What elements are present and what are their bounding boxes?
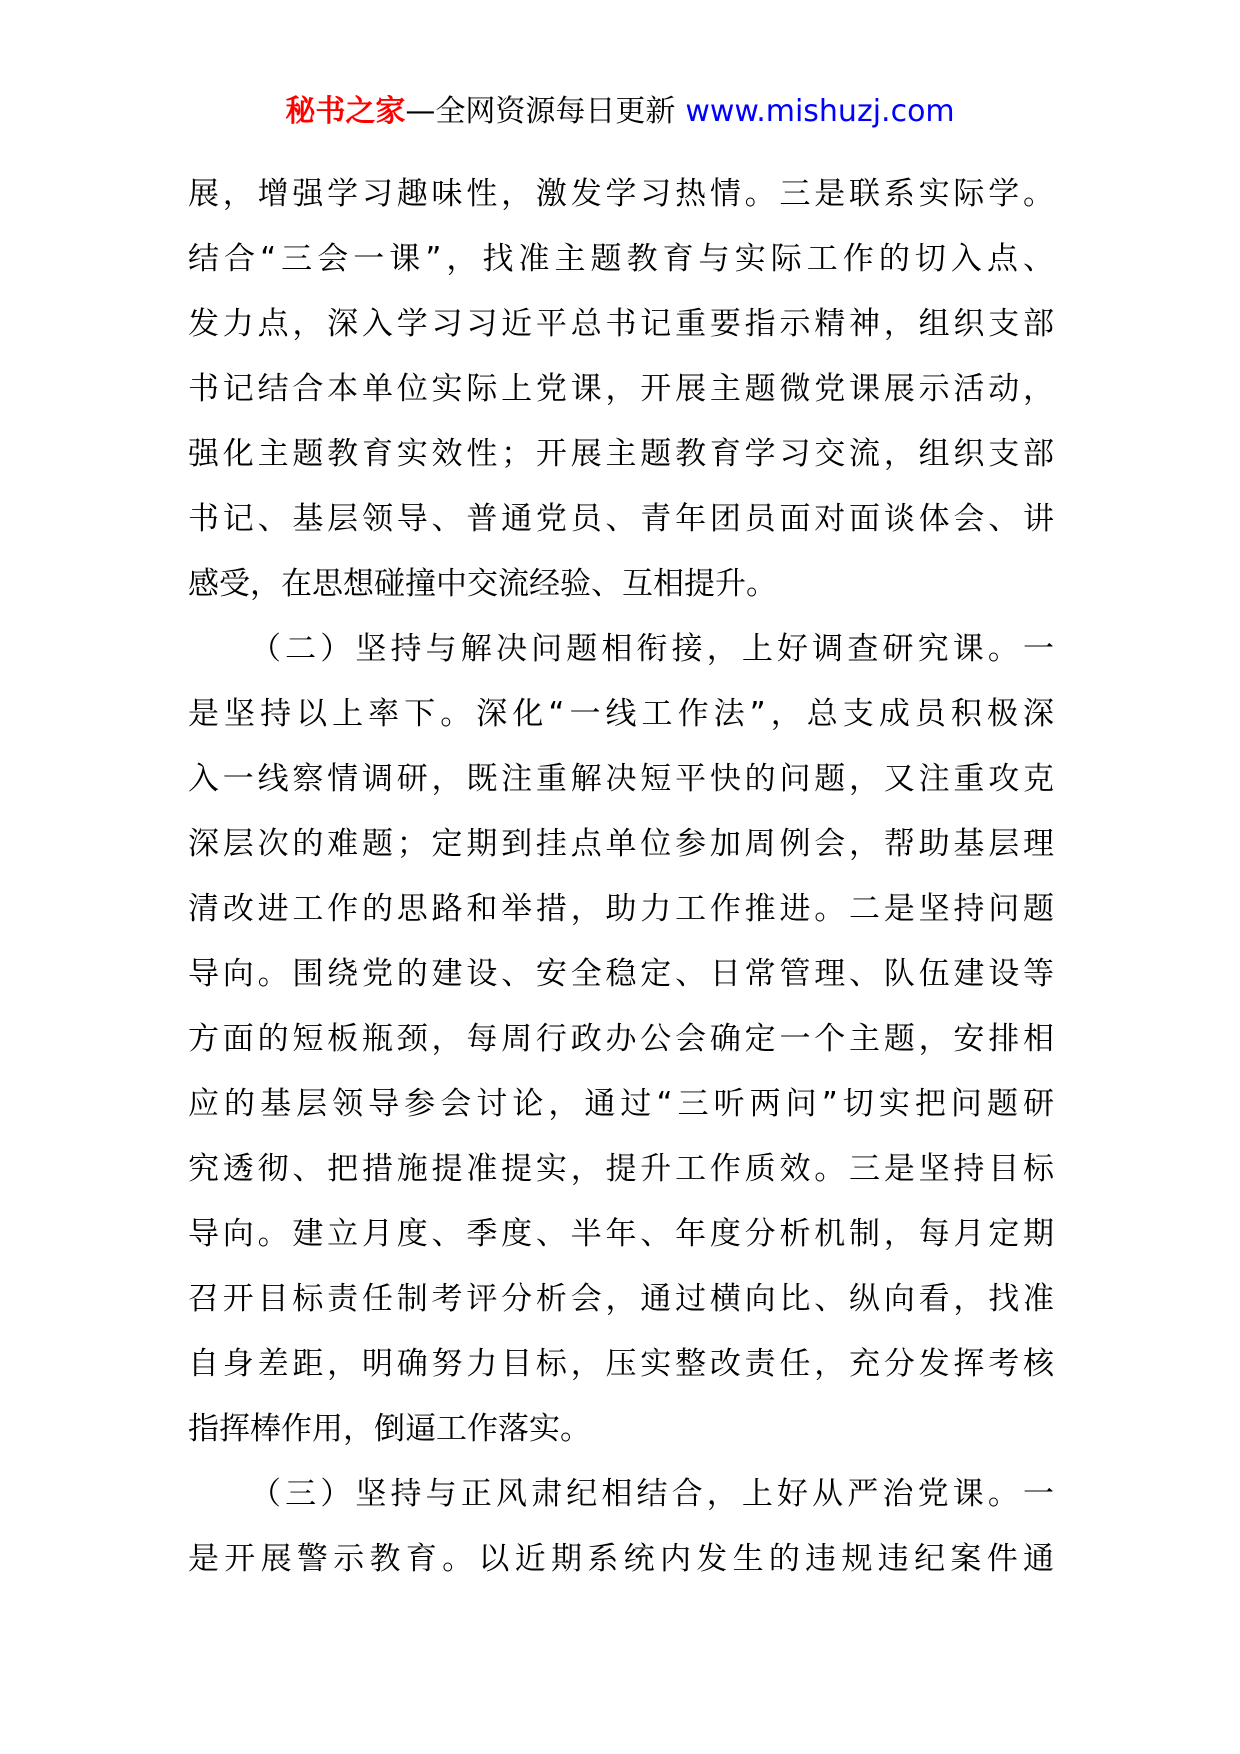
text-line: 究透彻、把措施提准提实，提升工作质效。三是坚持目标: [188, 1151, 1054, 1187]
text-line: 是开展警示教育。以近期系统内发生的违规违纪案件通: [188, 1541, 1054, 1577]
text-line: 结合“三会一课”，找准主题教育与实际工作的切入点、: [188, 241, 1054, 277]
text-line: 感受，在思想碰撞中交流经验、互相提升。: [188, 566, 777, 602]
section-heading-line: （二）坚持与解决问题相衔接，上好调查研究课。一: [250, 631, 1054, 667]
text-line: 导向。围绕党的建设、安全稳定、日常管理、队伍建设等: [188, 956, 1054, 992]
text-line: 发力点，深入学习习近平总书记重要指示精神，组织支部: [188, 306, 1054, 342]
text-line: 应的基层领导参会讨论，通过“三听两问”切实把问题研: [188, 1086, 1054, 1122]
text-line: 导向。建立月度、季度、半年、年度分析机制，每月定期: [188, 1216, 1054, 1252]
text-line: 展，增强学习趣味性，激发学习热情。三是联系实际学。: [188, 176, 1054, 212]
page-header: [0, 92, 1240, 132]
brand-name: 秘书之家: [285, 94, 406, 129]
section-heading-line: （三）坚持与正风肃纪相结合，上好从严治党课。一: [250, 1476, 1054, 1512]
text-line: 深层次的难题；定期到挂点单位参加周例会，帮助基层理: [188, 826, 1054, 862]
document-body: [188, 162, 1054, 1592]
text-line: 指挥棒作用，倒逼工作落实。: [188, 1411, 591, 1447]
text-line: 召开目标责任制考评分析会，通过横向比、纵向看，找准: [188, 1281, 1054, 1317]
text-line: 强化主题教育实效性；开展主题教育学习交流，组织支部: [188, 436, 1054, 472]
text-line: 入一线察情调研，既注重解决短平快的问题，又注重攻克: [188, 761, 1054, 797]
header-tagline: —全网资源每日更新: [405, 94, 676, 129]
text-line: 是坚持以上率下。深化“一线工作法”，总支成员积极深: [188, 696, 1054, 732]
text-line: 自身差距，明确努力目标，压实整改责任，充分发挥考核: [188, 1346, 1054, 1382]
text-line: 书记、基层领导、普通党员、青年团员面对面谈体会、讲: [188, 501, 1054, 537]
text-line: 方面的短板瓶颈，每周行政办公会确定一个主题，安排相: [188, 1021, 1054, 1057]
site-link[interactable]: www.mishuzj.com: [685, 94, 955, 129]
text-line: 清改进工作的思路和举措，助力工作推进。二是坚持问题: [188, 891, 1054, 927]
text-line: 书记结合本单位实际上党课，开展主题微党课展示活动，: [188, 371, 1054, 407]
